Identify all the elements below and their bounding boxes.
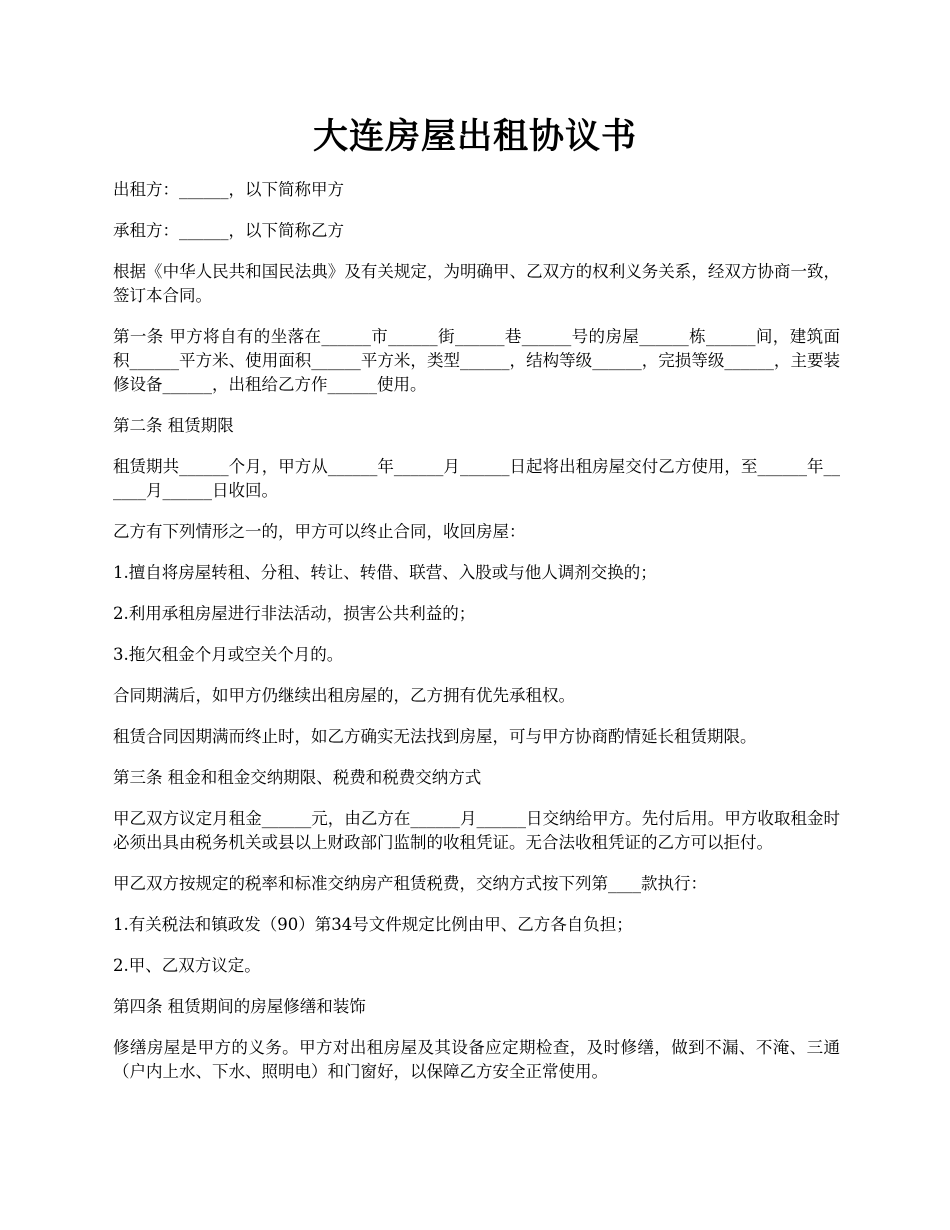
heading-article-4: 第四条 租赁期间的房屋修缮和装饰 xyxy=(113,997,366,1016)
document-title: 大连房屋出租协议书 xyxy=(312,116,637,157)
paragraph-lease-term: 租赁期共______个月，甲方从______年______月______日起将出租房屋交付乙方使用，至______年______月______日收回。 xyxy=(113,457,840,500)
paragraph-article-1: 第一条 甲方将自有的坐落在______市______街______巷______号的房屋______栋______间，建筑面积______平方米、使用面积______平方米，类型______，结构等级______，完损等级______，主要装修设备______，出租给乙方作______使用。 xyxy=(113,327,841,394)
list-item-tax-2: 2.甲、乙双方议定。 xyxy=(113,956,261,975)
list-item-termination-1: 1.擅自将房屋转租、分租、转让、转借、联营、入股或与他人调剂交换的； xyxy=(113,563,657,582)
paragraph-lessor: 出租方：______，以下简称甲方 xyxy=(113,180,344,199)
paragraph-repairs: 修缮房屋是甲方的义务。甲方对出租房屋及其设备应定期检查，及时修缮，做到不漏、不淹、三通（户内上水、下水、照明电）和门窗好，以保障乙方安全正常使用。 xyxy=(113,1038,840,1081)
paragraph-tax: 甲乙双方按规定的税率和标准交纳房产租赁税费，交纳方式按下列第____款执行： xyxy=(113,874,707,893)
paragraph-priority-right: 合同期满后，如甲方仍继续出租房屋的，乙方拥有优先承租权。 xyxy=(113,686,575,705)
list-item-termination-3: 3.拖欠租金个月或空关个月的。 xyxy=(113,645,344,664)
document-body xyxy=(113,178,840,1101)
paragraph-rent: 甲乙双方议定月租金______元，由乙方在______月______日交纳给甲方。先付后用。甲方收取租金时必须出具由税务机关或县以上财政部门监制的收租凭证。无合法收租凭证的乙方可以拒付。 xyxy=(113,809,840,852)
list-item-tax-1: 1.有关税法和镇政发（90）第34号文件规定比例由甲、乙方各自负担； xyxy=(113,915,633,934)
paragraph-extension: 租赁合同因期满而终止时，如乙方确实无法找到房屋，可与甲方协商酌情延长租赁期限。 xyxy=(113,727,757,746)
heading-article-3: 第三条 租金和租金交纳期限、税费和税费交纳方式 xyxy=(113,768,482,787)
paragraph-preamble: 根据《中华人民共和国民法典》及有关规定，为明确甲、乙双方的权利义务关系，经双方协商一致，签订本合同。 xyxy=(113,262,840,305)
paragraph-lessee: 承租方：______，以下简称乙方 xyxy=(113,221,344,240)
heading-article-2: 第二条 租赁期限 xyxy=(113,416,234,435)
paragraph-termination-intro: 乙方有下列情形之一的，甲方可以终止合同，收回房屋： xyxy=(113,522,526,541)
list-item-termination-2: 2.利用承租房屋进行非法活动，损害公共利益的； xyxy=(113,604,476,623)
